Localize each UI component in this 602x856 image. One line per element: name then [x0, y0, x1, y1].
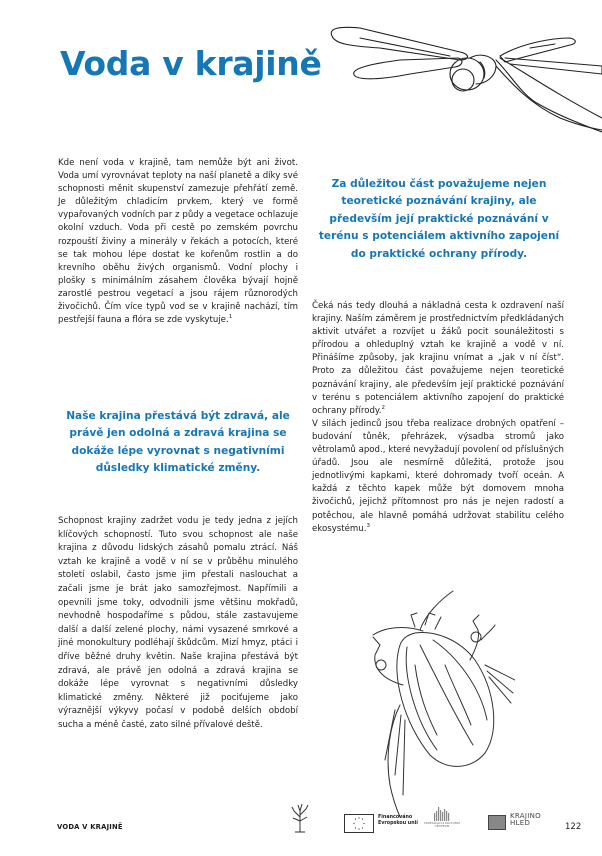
body-paragraph-left: Schopnost krajiny zadržet vodu je tedy jedna z jejích klíčových schopností. Tuto svou schopnost ale naše krajina z důvodu lidských zásahů pomalu ztrácí. Náš vztah ke krajině a vodě v ní se v průběhu minulého století oslabil, často jsme jim přestali naslouchat a začali jsme je brát jako samozřejmost. Napřímili a opevnili jsme toky, odvodnili jsme většinu mokřadů, nevhodně hospodaříme s půdou, stále zastavujeme další a další zelené plochy, námi vysazené smrkové a jiné monokultury podléhají škůdcům. Mizí hmyz, ptáci i dříve běžné druhy květin. Naše krajina přestává být zdravá, ale právě jen odolná a zdravá krajina se dokáže lépe vyrovnat s negativními důsledky klimatické změny. Některé již pociťujeme jako výraznější výkyvy počasí v podobě delších období sucha a méně časté, zato silné přívalové deště. — [58, 516, 298, 730]
beetle-illustration — [345, 585, 515, 820]
page-number: 122 — [565, 822, 582, 832]
tree-logo-icon — [289, 803, 311, 833]
krajinohled-line-2: HLED — [510, 819, 531, 827]
footnote-1: 1 — [228, 314, 233, 321]
eu-funding-line-2: Evropskou unií — [378, 821, 418, 826]
cultural-centre-logo-icon — [420, 803, 464, 835]
eu-funding-line-1: Financováno — [378, 815, 413, 820]
intro-paragraph — [58, 157, 298, 327]
footer-section-label: VODA V KRAJINĚ — [57, 823, 123, 831]
pull-quote-right: Za důležitou část považujeme nejen teoretické poznávání krajiny, ale především její praktické poznávání v terénu s potenciálem aktivního zapojení do praktické ochrany přírody. — [318, 178, 560, 260]
krajinohled-logo-icon — [488, 815, 506, 830]
footnote-3: 3 — [366, 522, 370, 529]
eu-flag-icon — [344, 814, 374, 833]
body-column-right — [312, 300, 564, 536]
krajinohled-label — [510, 813, 541, 827]
page-title: Voda v krajině — [60, 44, 322, 83]
dragonfly-illustration — [320, 14, 602, 134]
pull-quote-left: Naše krajina přestává být zdravá, ale právě jen odolná a zdravá krajina se dokáže lépe vyrovnat s negativními důsledky klimatické změny. — [66, 410, 290, 475]
intro-paragraph-text: Kde není voda v krajině, tam nemůže být ani život. Voda umí vyrovnávat teploty na naší planetě a díky své schopnosti měnit skupenství zamezuje přehřátí země. Je důležitým chladicím prvkem, který ve formě vypařovaných vodních par z půdy a vegetace ochlazuje okolní vzduch. Voda při cestě po zemském povrchu rozpouští živiny a minerály v řekách a potocích, které se tak mohou lépe dostat ke kořenům rostlin a do krevního oběhu živých organismů. Vodní plochy i plošky s minimálním zásahem člověka bývají hojně zarostlé pestrou vegetací a jsou rájem různorodých živočichů. Čím více typů vod se v krajině nachází, tím pestřejší fauna a flóra se zde vyskytuje. — [58, 158, 298, 326]
body-paragraph-right-b: V silách jedinců jsou třeba realizace drobných opatření – budování tůněk, přehrázek, výsadba stromů jako větrolamů apod., které nevyžadují povolení od příslušných úřadů. Jsou ale nesmírně důležitá, protože jsou jednotlivými kapkami, které dohromady tvoří oceán. A každá z těchto kapek může být domovem mnoha živočichů, jejichž přítomnost pro nás je nejen radostí a potěchou, ale hlavně pomáhá udržovat stabilitu celého ekosystému. — [312, 418, 564, 534]
krajinohled-line-1: KRAJINO — [510, 812, 541, 820]
cultural-centre-label: VZDĚLÁVACÍ A KULTURNÍ CENTRUM — [424, 822, 460, 829]
body-paragraph-right-a: Čeká nás tedy dlouhá a nákladná cesta k ozdravení naší krajiny. Naším záměrem je prostřednictvím předkládaných aktivit utvářet a rozvíjet u žáků pocit sounáležitosti s přírodou a ohleduplný vztah ke krajině a vodě v ní. Přinášíme způsoby, jak krajinu vnímat a „jak v ní číst“. Proto za důležitou část považujeme nejen teoretické poznávání krajiny, ale především její praktické poznávání v terénu s potenciálem aktivního zapojení do praktické ochrany přírody. — [312, 301, 564, 416]
footnote-2: 2 — [381, 404, 386, 411]
eu-funding-label — [378, 815, 418, 827]
